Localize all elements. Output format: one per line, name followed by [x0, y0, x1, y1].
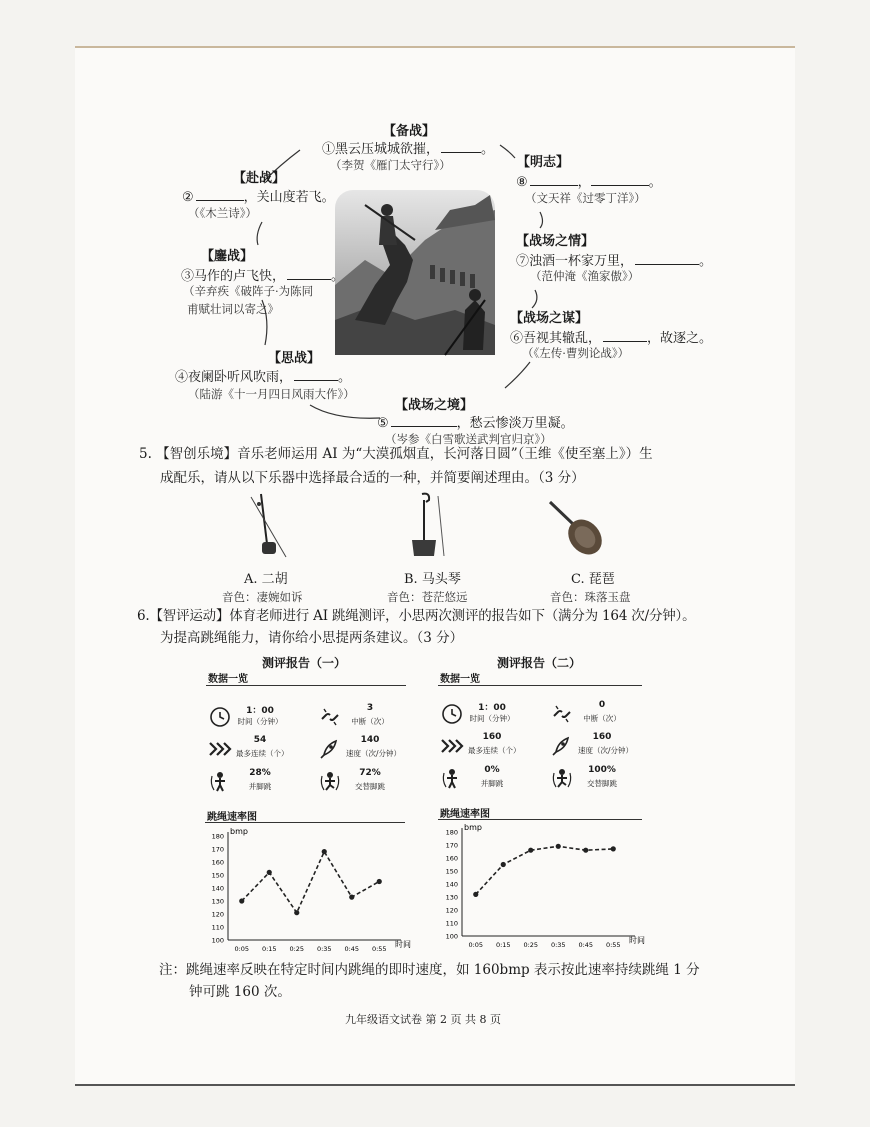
poem-line-7: ⑦浊酒一杯家万里， 。: [516, 254, 713, 269]
x-tick-label: 0:05: [234, 945, 250, 953]
clock-icon: [440, 702, 464, 726]
report-1-title: 测评报告（一）: [262, 656, 347, 670]
x-tick-label: 0:15: [495, 941, 511, 949]
blank-3[interactable]: [287, 279, 331, 280]
y-tick-label: 120: [211, 910, 224, 919]
stat-label: 交替脚跳: [587, 779, 617, 788]
poem-line-4: ④夜阑卧听风吹雨， 。: [175, 370, 352, 385]
poem-line-8: ⑧ ， 。: [516, 175, 662, 190]
tag-jing: 【战场之境】: [395, 398, 474, 413]
poem-line-6: ⑥吾视其辙乱， ，故逐之。: [510, 331, 713, 346]
data-point: [528, 848, 533, 853]
y-tick-label: 100: [445, 932, 458, 941]
matouqin-icon: [402, 492, 452, 562]
blank-1[interactable]: [441, 152, 481, 153]
stat-value: 0%: [484, 765, 500, 775]
tag-sizhan: 【思战】: [268, 351, 321, 366]
y-tick-label: 160: [211, 858, 224, 867]
y-tick-label: 180: [445, 828, 458, 837]
stat-label: 中断（次）: [583, 714, 621, 723]
y-tick-label: 110: [211, 923, 224, 932]
y-tick-label: 160: [445, 854, 458, 863]
data-point: [322, 849, 327, 854]
instrument-b-name: B. 马头琴: [404, 572, 461, 587]
note-line-2: 钟可跳 160 次。: [189, 984, 291, 1000]
blank-2[interactable]: [196, 200, 244, 201]
q5-line-2: 成配乐，请从以下乐器中选择最合适的一种，并简要阐述理由。（3 分）: [160, 470, 585, 486]
poem-line-2: ② ，关山度若飞。: [182, 190, 335, 205]
x-tick-label: 0:35: [316, 945, 332, 953]
x-tick-label: 0:15: [261, 945, 277, 953]
x-tick-label: 0:55: [371, 945, 387, 953]
x-axis-label: 时间: [629, 936, 645, 945]
report-2-title: 测评报告（二）: [497, 656, 582, 670]
stat-value: 1：00: [478, 703, 506, 713]
rocket-icon: [550, 734, 574, 758]
x-axis-label: 时间: [395, 940, 411, 949]
source-6: （《左传·曹刿论战》）: [522, 346, 630, 360]
rocket-icon: [318, 737, 342, 761]
stat-value: 28%: [249, 768, 271, 778]
data-point: [377, 879, 382, 884]
blank-4[interactable]: [294, 380, 338, 381]
data-point: [349, 895, 354, 900]
chevrons-icon: [208, 737, 232, 761]
tag-fuzhan: 【赴战】: [233, 171, 286, 186]
poem-line-5: ⑤ ，愁云惨淡万里凝。: [377, 416, 574, 431]
x-tick-label: 0:25: [289, 945, 305, 953]
q6-line-1: 6.【智评运动】体育老师进行 AI 跳绳测评，小思两次测评的报告如下（满分为 164 次/分钟）。: [137, 608, 696, 624]
speed-chart-2: [434, 822, 649, 947]
blank-5[interactable]: [391, 426, 457, 427]
stat-value: 1：00: [246, 706, 274, 716]
y-tick-label: 100: [211, 936, 224, 945]
report-1-overview: 数据一览: [208, 674, 248, 685]
erhu-icon: [246, 492, 296, 562]
broken-chain-icon: [318, 705, 342, 729]
stat-value: 3: [366, 703, 374, 713]
tag-beizhan: 【备战】: [383, 124, 436, 139]
source-3b: 甫赋壮词以寄之》: [187, 302, 279, 316]
stat-label: 时间（分钟）: [237, 717, 283, 726]
tag-mou: 【战场之谋】: [510, 311, 589, 326]
jumper-icon: [440, 767, 464, 791]
source-8: （文天祥《过零丁洋》）: [525, 191, 646, 205]
data-point: [611, 846, 616, 851]
instrument-a-name: A. 二胡: [244, 572, 288, 587]
alternate-jumper-icon: [550, 767, 574, 791]
y-tick-label: 140: [211, 884, 224, 893]
broken-chain-icon: [550, 702, 574, 726]
y-tick-label: 130: [445, 893, 458, 902]
stat-label: 最多连续（个）: [468, 746, 521, 755]
page-footer: 九年级语文试卷 第 2 页 共 8 页: [345, 1013, 501, 1026]
y-tick-label: 140: [445, 880, 458, 889]
chart-1-divider: [205, 822, 405, 823]
x-tick-label: 0:45: [344, 945, 360, 953]
clock-icon: [208, 705, 232, 729]
data-point: [267, 870, 272, 875]
blank-8b[interactable]: [591, 185, 649, 186]
note-line-1: 注：跳绳速率反映在特定时间内跳绳的即时速度，如 160bmp 表示按此速率持续跳绳 1 分: [159, 962, 700, 978]
stat-label: 并脚跳: [480, 779, 504, 788]
stat-value: 100%: [588, 765, 616, 775]
x-tick-label: 0:35: [550, 941, 566, 949]
instrument-c-timbre: 音色：珠落玉盘: [550, 590, 631, 604]
data-point: [583, 848, 588, 853]
report-2-divider: [438, 685, 642, 686]
x-tick-label: 0:05: [468, 941, 484, 949]
chart-1-title: 跳绳速率图: [207, 812, 257, 823]
stat-label: 中断（次）: [351, 717, 389, 726]
source-7: （范仲淹《渔家傲》）: [530, 269, 640, 283]
source-5: （岑参《白雪歌送武判官归京》）: [385, 432, 552, 446]
chart-2-title: 跳绳速率图: [440, 809, 490, 820]
y-tick-label: 170: [445, 841, 458, 850]
stat-label: 速度（次/分钟）: [578, 746, 634, 755]
stat-label: 最多连续（个）: [236, 749, 289, 758]
x-tick-label: 0:55: [605, 941, 621, 949]
stat-value: 0: [598, 700, 606, 710]
data-point: [556, 844, 561, 849]
battle-illustration: [335, 190, 495, 355]
y-tick-label: 130: [211, 897, 224, 906]
stat-label: 交替脚跳: [355, 782, 385, 791]
data-point: [294, 910, 299, 915]
speed-chart-1: [200, 826, 415, 951]
stat-label: 速度（次/分钟）: [346, 749, 402, 758]
instrument-a-timbre: 音色：凄婉如诉: [222, 590, 303, 604]
blank-7[interactable]: [635, 264, 699, 265]
tag-mingzhi: 【明志】: [517, 155, 570, 170]
x-tick-label: 0:45: [578, 941, 594, 949]
stat-value: 54: [253, 735, 267, 745]
jumper-icon: [208, 770, 232, 794]
q5-line-1: 5. 【智创乐境】音乐老师运用 AI 为“大漠孤烟直，长河落日圆”（王维《使至塞上》）生: [139, 446, 653, 462]
stat-value: 160: [592, 732, 612, 742]
tag-qing: 【战场之情】: [516, 234, 595, 249]
speed-series-line: [242, 852, 380, 913]
data-point: [473, 892, 478, 897]
poem-line-1: ①黑云压城城欲摧， 。: [322, 142, 495, 157]
chart-2-divider: [438, 819, 642, 820]
stat-value: 160: [482, 732, 502, 742]
tag-aozhan: 【鏖战】: [201, 249, 254, 264]
x-tick-label: 0:25: [523, 941, 539, 949]
data-point: [501, 862, 506, 867]
y-tick-label: 120: [445, 906, 458, 915]
speed-series-line: [476, 846, 614, 894]
y-tick-label: 180: [211, 832, 224, 841]
report-2-overview: 数据一览: [440, 674, 480, 685]
stat-value: 140: [360, 735, 380, 745]
source-3a: （辛弃疾《破阵子·为陈同: [183, 284, 314, 298]
y-tick-label: 110: [445, 919, 458, 928]
report-1-divider: [206, 685, 406, 686]
pipa-icon: [545, 500, 605, 560]
y-tick-label: 150: [211, 871, 224, 880]
alternate-jumper-icon: [318, 770, 342, 794]
y-axis-label: bmp: [464, 823, 482, 832]
y-tick-label: 170: [211, 845, 224, 854]
blank-6[interactable]: [603, 341, 647, 342]
stat-value: 72%: [359, 768, 381, 778]
y-tick-label: 150: [445, 867, 458, 876]
blank-8a[interactable]: [530, 185, 578, 186]
instrument-b-timbre: 音色：苍茫悠远: [387, 590, 468, 604]
chevrons-icon: [440, 734, 464, 758]
source-1: （李贺《雁门太守行》）: [330, 158, 451, 172]
source-2: （《木兰诗》）: [188, 206, 257, 220]
source-4: （陆游《十一月四日风雨大作》）: [188, 387, 355, 401]
y-axis-label: bmp: [230, 827, 248, 836]
q6-line-2: 为提高跳绳能力，请你给小思提两条建议。（3 分）: [160, 630, 464, 646]
data-point: [239, 898, 244, 903]
stat-label: 并脚跳: [248, 782, 272, 791]
poem-line-3: ③马作的卢飞快， 。: [181, 269, 345, 284]
instrument-c-name: C. 琵琶: [571, 572, 615, 587]
stat-label: 时间（分钟）: [469, 714, 515, 723]
